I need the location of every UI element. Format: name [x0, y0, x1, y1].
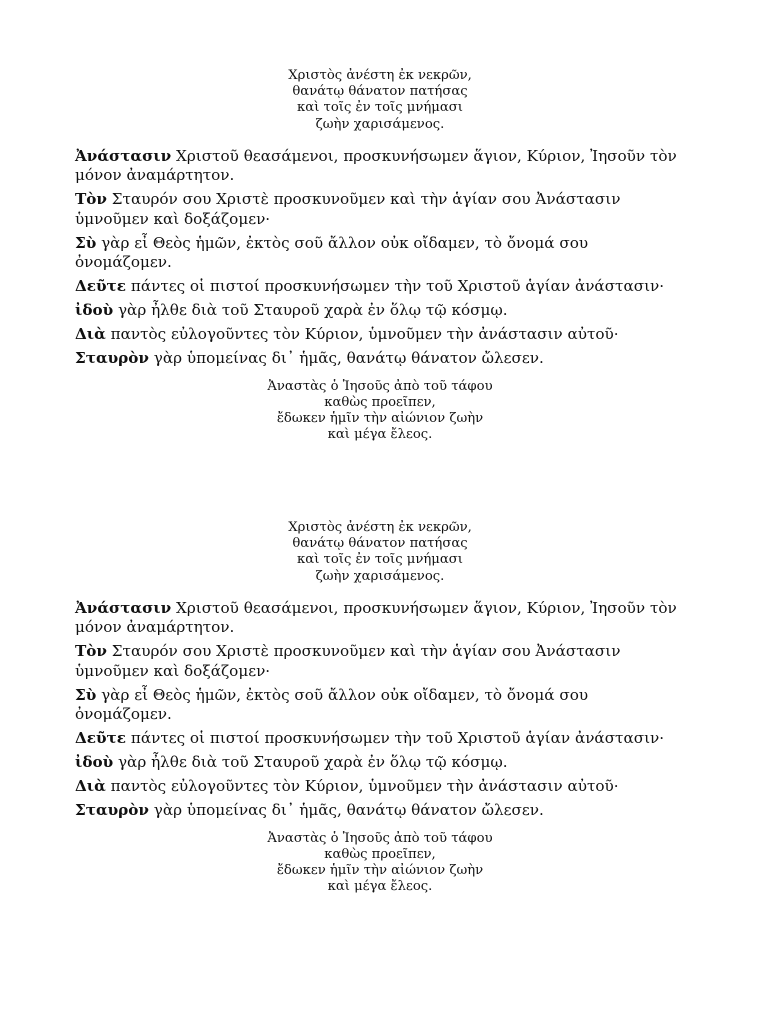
closing-line: καὶ μέγα ἔλεος. — [327, 427, 433, 443]
closing-line: ἔδωκεν ἡμῖν τὴν αἰώνιον ζωὴν — [276, 411, 484, 427]
verse-text: γὰρ ἦλθε διὰ τοῦ Σταυροῦ χαρὰ ἐν ὅλῳ τῷ κόσμῳ. — [113, 301, 508, 320]
verse-list — [75, 599, 685, 821]
closing-line: Ἀναστὰς ὁ Ἰησοῦς ἀπὸ τοῦ τάφου — [267, 830, 493, 846]
verse-lead-word: Διὰ — [75, 777, 106, 796]
verse — [75, 325, 685, 345]
closing-stanza — [75, 379, 685, 444]
verse-text: παντὸς εὐλογοῦντες τὸν Κύριον, ὑμνοῦμεν τὴν ἀνάστασιν αὐτοῦ· — [105, 777, 619, 796]
opening-stanza — [75, 68, 685, 133]
verse — [75, 277, 685, 297]
verse — [75, 686, 685, 725]
verse — [75, 349, 685, 369]
verse-lead-word: Τὸν — [75, 190, 107, 209]
verse — [75, 753, 685, 773]
verse-text: πάντες οἱ πιστοί προσκυνήσωμεν τὴν τοῦ Χριστοῦ ἁγίαν ἀνάστασιν· — [126, 729, 665, 748]
verse — [75, 301, 685, 321]
verse-lead-word: Σὺ — [75, 233, 97, 252]
verse-text: πάντες οἱ πιστοί προσκυνήσωμεν τὴν τοῦ Χριστοῦ ἁγίαν ἀνάστασιν· — [126, 277, 665, 296]
verse — [75, 801, 685, 821]
verse-lead-word: Σὺ — [75, 685, 97, 704]
verse-lead-word: ἰδοὺ — [75, 301, 114, 320]
verse-lead-word: Τὸν — [75, 642, 107, 661]
verse — [75, 599, 685, 638]
closing-line: καθὼς προεῖπεν, — [324, 395, 436, 411]
verse — [75, 729, 685, 749]
hymn-section-1 — [75, 68, 685, 444]
verse-text: γὰρ εἶ Θεὸς ἡμῶν, ἐκτὸς σοῦ ἄλλον οὐκ οἴδαμεν, τὸ ὄνομά σου ὀνομάζομεν. — [75, 233, 589, 272]
verse — [75, 147, 685, 186]
verse-text: γὰρ ὑπομείνας δι᾽ ἡμᾶς, θανάτῳ θάνατον ὤλεσεν. — [148, 349, 544, 368]
verse — [75, 777, 685, 797]
opening-line: θανάτῳ θάνατον πατήσας — [292, 84, 468, 100]
verse-text: Χριστοῦ θεασάμενοι, προσκυνήσωμεν ἅγιον, Κύριον, Ἰησοῦν τὸν μόνον ἀναμάρτητον. — [75, 598, 677, 637]
opening-stanza — [75, 520, 685, 585]
verse-text: Χριστοῦ θεασάμενοι, προσκυνήσωμεν ἅγιον, Κύριον, Ἰησοῦν τὸν μόνον ἀναμάρτητον. — [75, 146, 677, 185]
closing-line: καὶ μέγα ἔλεος. — [327, 879, 433, 895]
closing-line: Ἀναστὰς ὁ Ἰησοῦς ἀπὸ τοῦ τάφου — [267, 378, 493, 394]
verse-lead-word: Ἀνάστασιν — [75, 598, 172, 617]
verse-text: γὰρ ἦλθε διὰ τοῦ Σταυροῦ χαρὰ ἐν ὅλῳ τῷ κόσμῳ. — [113, 753, 508, 772]
opening-line: Χριστὸς ἀνέστη ἐκ νεκρῶν, — [288, 68, 472, 83]
hymn-section-2 — [75, 520, 685, 896]
verse — [75, 234, 685, 273]
verse — [75, 642, 685, 681]
verse — [75, 190, 685, 229]
verse-lead-word: Δεῦτε — [75, 729, 127, 748]
closing-stanza — [75, 831, 685, 896]
verse-lead-word: ἰδοὺ — [75, 753, 114, 772]
opening-line: καὶ τοῖς ἐν τοῖς μνήμασι — [297, 552, 463, 568]
verse-lead-word: Σταυρὸν — [75, 349, 149, 368]
verse-lead-word: Δεῦτε — [75, 277, 127, 296]
verse-lead-word: Σταυρὸν — [75, 801, 149, 820]
closing-line: καθὼς προεῖπεν, — [324, 847, 436, 863]
closing-line: ἔδωκεν ἡμῖν τὴν αἰώνιον ζωὴν — [276, 863, 484, 879]
verse-lead-word: Διὰ — [75, 325, 106, 344]
opening-line: Χριστὸς ἀνέστη ἐκ νεκρῶν, — [288, 520, 472, 535]
opening-line: θανάτῳ θάνατον πατήσας — [292, 536, 468, 552]
verse-text: γὰρ εἶ Θεὸς ἡμῶν, ἐκτὸς σοῦ ἄλλον οὐκ οἴδαμεν, τὸ ὄνομά σου ὀνομάζομεν. — [75, 685, 589, 724]
opening-line: καὶ τοῖς ἐν τοῖς μνήμασι — [297, 100, 463, 116]
verse-text: Σταυρόν σου Χριστὲ προσκυνοῦμεν καὶ τὴν ἁγίαν σου Ἀνάστασιν ὑμνοῦμεν καὶ δοξάζομεν· — [75, 642, 621, 680]
verse-text: γὰρ ὑπομείνας δι᾽ ἡμᾶς, θανάτῳ θάνατον ὤλεσεν. — [148, 801, 544, 820]
verse-list — [75, 147, 685, 369]
opening-line: ζωὴν χαρισάμενος. — [315, 568, 445, 584]
verse-text: παντὸς εὐλογοῦντες τὸν Κύριον, ὑμνοῦμεν τὴν ἀνάστασιν αὐτοῦ· — [105, 325, 619, 344]
verse-text: Σταυρόν σου Χριστὲ προσκυνοῦμεν καὶ τὴν ἁγίαν σου Ἀνάστασιν ὑμνοῦμεν καὶ δοξάζομεν· — [75, 190, 621, 228]
verse-lead-word: Ἀνάστασιν — [75, 146, 172, 165]
opening-line: ζωὴν χαρισάμενος. — [315, 116, 445, 132]
